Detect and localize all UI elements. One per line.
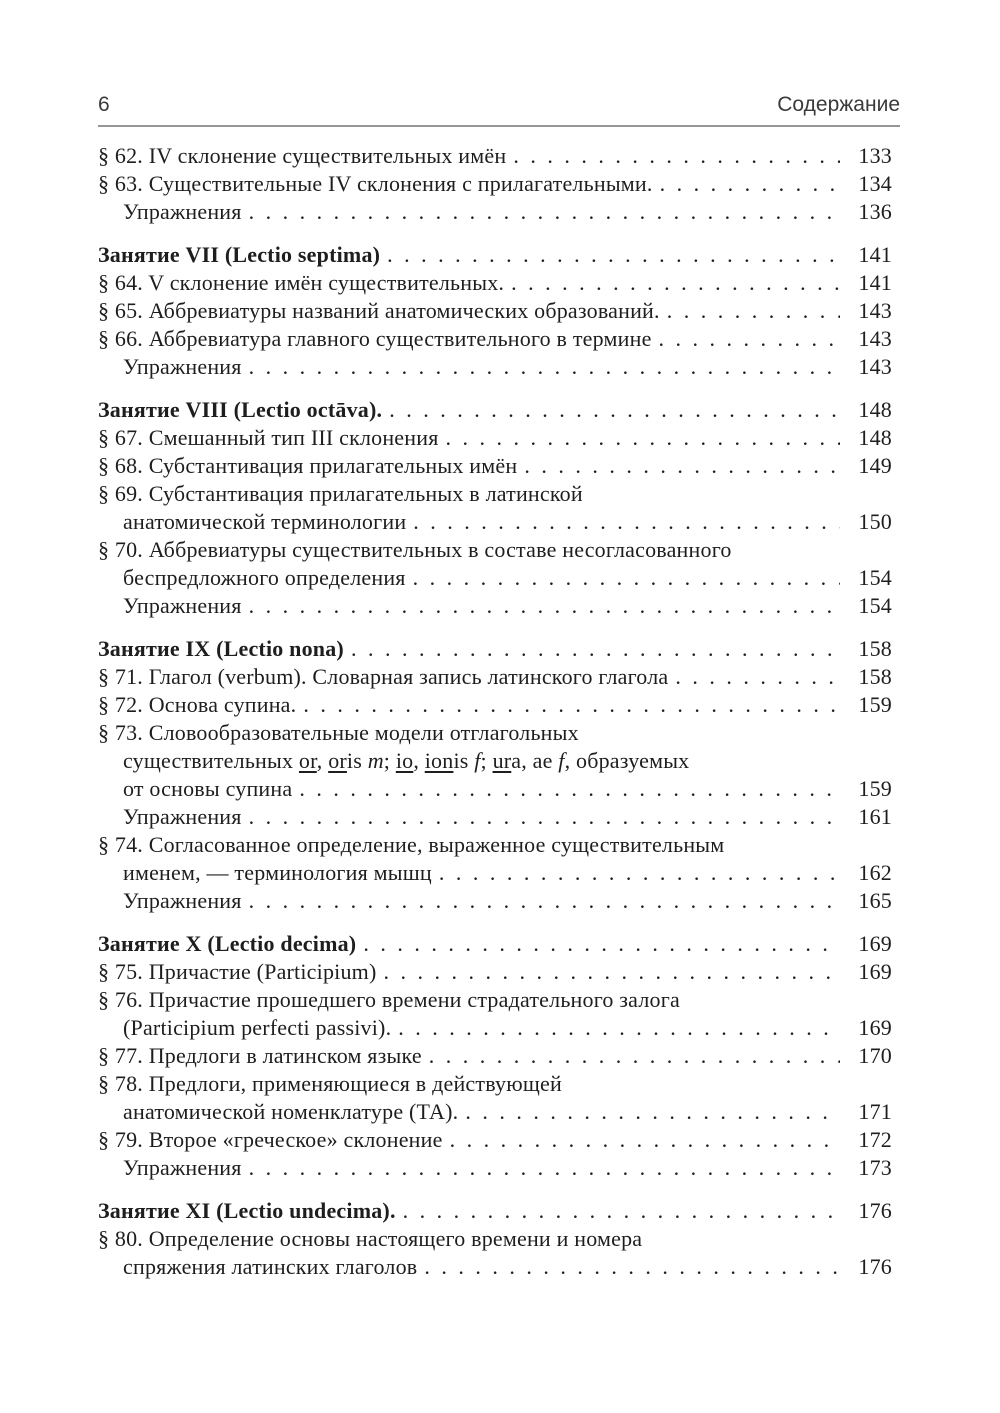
toc-entry-title: Занятие VIII (Lectio octāva). <box>98 397 383 422</box>
dot-leader <box>387 241 840 269</box>
dot-leader <box>384 958 840 986</box>
toc-entry-row <box>98 887 892 915</box>
toc-page-number: 136 <box>858 199 892 224</box>
toc-entry-row <box>98 1126 892 1154</box>
dot-leader <box>450 1126 840 1154</box>
toc-entry-title: беспредложного определения <box>123 565 406 590</box>
toc-page-number: 176 <box>858 1198 892 1223</box>
dot-leader <box>465 1098 840 1126</box>
toc-section-row <box>98 396 892 424</box>
dot-leader <box>249 198 840 226</box>
toc-page-number: 172 <box>858 1127 892 1152</box>
toc-entry-title: § 75. Причастие (Participium) <box>98 959 377 984</box>
dot-leader <box>446 424 840 452</box>
dot-leader <box>249 592 840 620</box>
toc-entry-row <box>98 1225 892 1253</box>
toc-entry-row <box>98 424 892 452</box>
toc-entry-row <box>98 592 892 620</box>
toc-entry-title: Занятие IX (Lectio nona) <box>98 636 344 661</box>
toc-page-number: 159 <box>858 692 892 717</box>
toc-entry-row <box>98 775 892 803</box>
toc-entry-title: от основы супина <box>123 776 293 801</box>
toc-entry-title: (Participium perfecti passivi). <box>123 1015 392 1040</box>
toc-entry-row <box>98 198 892 226</box>
toc-page-number: 161 <box>858 804 892 829</box>
toc-entry-title: Упражнения <box>123 593 242 618</box>
dot-leader <box>660 170 840 198</box>
toc-section-row <box>98 635 892 663</box>
toc-entry-row <box>98 719 892 747</box>
toc-entry-title: § 74. Согласованное определение, выраженное существительным <box>98 832 725 857</box>
toc-entry-row <box>98 536 892 564</box>
table-of-contents <box>98 142 892 1281</box>
toc-page-number: 143 <box>858 326 892 351</box>
toc-entry-row <box>98 1154 892 1182</box>
dot-leader <box>249 1154 840 1182</box>
toc-entry-row <box>98 1098 892 1126</box>
dot-leader <box>363 930 840 958</box>
toc-page-number: 154 <box>858 565 892 590</box>
toc-entry-row <box>98 269 892 297</box>
toc-entry-row <box>98 831 892 859</box>
toc-entry-title: именем, — терминология мышц <box>123 860 432 885</box>
toc-entry-row <box>98 803 892 831</box>
running-header <box>98 93 900 127</box>
toc-page-number: 134 <box>858 171 892 196</box>
toc-page-number: 158 <box>858 664 892 689</box>
toc-page-number: 133 <box>858 143 892 168</box>
toc-page-number: 154 <box>858 593 892 618</box>
dot-leader <box>403 1197 840 1225</box>
dot-leader <box>249 353 840 381</box>
toc-page-number: 141 <box>858 270 892 295</box>
toc-entry-title: § 63. Существительные IV склонения с прилагательными. <box>98 171 653 196</box>
toc-section-row <box>98 241 892 269</box>
toc-entry-row <box>98 480 892 508</box>
toc-entry-row <box>98 170 892 198</box>
toc-entry-title: § 76. Причастие прошедшего времени страдательного залога <box>98 987 680 1012</box>
toc-entry-title: § 72. Основа супина. <box>98 692 297 717</box>
toc-section-row <box>98 930 892 958</box>
toc-entry-row <box>98 859 892 887</box>
dot-leader <box>249 887 840 915</box>
toc-entry-title: § 65. Аббревиатуры названий анатомических образований. <box>98 298 660 323</box>
toc-entry-title: § 62. IV склонение существительных имён <box>98 143 507 168</box>
toc-entry-row <box>98 1014 892 1042</box>
toc-entry-title: § 73. Словообразовательные модели отглагольных <box>98 720 579 745</box>
dot-leader <box>413 564 840 592</box>
toc-page-number: 150 <box>858 509 892 534</box>
toc-entry-title: § 70. Аббревиатуры существительных в составе несогласованного <box>98 537 732 562</box>
dot-leader <box>524 452 840 480</box>
toc-page-number: 141 <box>858 242 892 267</box>
toc-page-number: 169 <box>858 1015 892 1040</box>
toc-entry-row <box>98 142 892 170</box>
toc-entry-row <box>98 353 892 381</box>
toc-page-number: 171 <box>858 1099 892 1124</box>
toc-entry-title: § 71. Глагол (verbum). Словарная запись латинского глагола <box>98 664 669 689</box>
dot-leader <box>299 775 840 803</box>
dot-leader <box>439 859 840 887</box>
toc-entry-title: анатомической терминологии <box>123 509 407 534</box>
toc-entry-row <box>98 1253 892 1281</box>
toc-section-row <box>98 1197 892 1225</box>
dot-leader <box>659 325 840 353</box>
toc-entry-row <box>98 452 892 480</box>
toc-entry-row <box>98 747 892 775</box>
toc-entry-title: § 77. Предлоги в латинском языке <box>98 1043 422 1068</box>
toc-entry-title: Занятие X (Lectio decima) <box>98 931 357 956</box>
toc-entry-row <box>98 1042 892 1070</box>
toc-page-number: 176 <box>858 1254 892 1279</box>
toc-entry-title: анатомической номенклатуре (ТА). <box>123 1099 459 1124</box>
dot-leader <box>413 508 840 536</box>
dot-leader <box>389 396 840 424</box>
toc-page-number: 165 <box>858 888 892 913</box>
toc-entry-title: § 67. Смешанный тип III склонения <box>98 425 439 450</box>
dot-leader <box>513 142 840 170</box>
toc-page-number: 143 <box>858 298 892 323</box>
dot-leader <box>429 1042 840 1070</box>
toc-entry-title: § 64. V склонение имён существительных. <box>98 270 505 295</box>
header-title: Содержание <box>777 93 900 116</box>
toc-page-number: 173 <box>858 1155 892 1180</box>
toc-page-number: 148 <box>858 425 892 450</box>
toc-entry-row <box>98 564 892 592</box>
toc-page-number: 169 <box>858 931 892 956</box>
dot-leader <box>667 297 840 325</box>
dot-leader <box>511 269 840 297</box>
page-number-header: 6 <box>98 93 111 116</box>
toc-entry-title: существительных or, oris m; io, ionis f; ura, ae f, образуемых <box>123 748 690 773</box>
toc-page-number: 158 <box>858 636 892 661</box>
toc-entry-title: § 78. Предлоги, применяющиеся в действующей <box>98 1071 562 1096</box>
toc-entry-title: § 80. Определение основы настоящего времени и номера <box>98 1226 643 1251</box>
toc-entry-row <box>98 958 892 986</box>
toc-entry-title: Занятие XI (Lectio undecima). <box>98 1198 396 1223</box>
toc-entry-row <box>98 1070 892 1098</box>
toc-page-number: 170 <box>858 1043 892 1068</box>
toc-entry-title: § 66. Аббревиатура главного существительного в термине <box>98 326 652 351</box>
toc-page-number: 162 <box>858 860 892 885</box>
toc-entry-row <box>98 663 892 691</box>
dot-leader <box>303 691 840 719</box>
toc-entry-title: Упражнения <box>123 354 242 379</box>
toc-entry-title: Упражнения <box>123 199 242 224</box>
toc-entry-title: Занятие VII (Lectio septima) <box>98 242 381 267</box>
dot-leader <box>424 1253 840 1281</box>
toc-entry-row <box>98 986 892 1014</box>
toc-entry-title: Упражнения <box>123 888 242 913</box>
toc-entry-row <box>98 691 892 719</box>
dot-leader <box>249 803 840 831</box>
toc-entry-title: спряжения латинских глаголов <box>123 1254 418 1279</box>
toc-entry-row <box>98 325 892 353</box>
toc-entry-title: § 69. Субстантивация прилагательных в латинской <box>98 481 583 506</box>
dot-leader <box>675 663 840 691</box>
toc-page-number: 159 <box>858 776 892 801</box>
dot-leader <box>398 1014 840 1042</box>
toc-page-number: 149 <box>858 453 892 478</box>
dot-leader <box>351 635 840 663</box>
toc-entry-title: § 79. Второе «греческое» склонение <box>98 1127 443 1152</box>
toc-entry-row <box>98 508 892 536</box>
toc-entry-title: Упражнения <box>123 804 242 829</box>
toc-entry-row <box>98 297 892 325</box>
toc-page-number: 148 <box>858 397 892 422</box>
toc-page-number: 143 <box>858 354 892 379</box>
toc-entry-title: § 68. Субстантивация прилагательных имён <box>98 453 518 478</box>
toc-page-number: 169 <box>858 959 892 984</box>
toc-entry-title: Упражнения <box>123 1155 242 1180</box>
